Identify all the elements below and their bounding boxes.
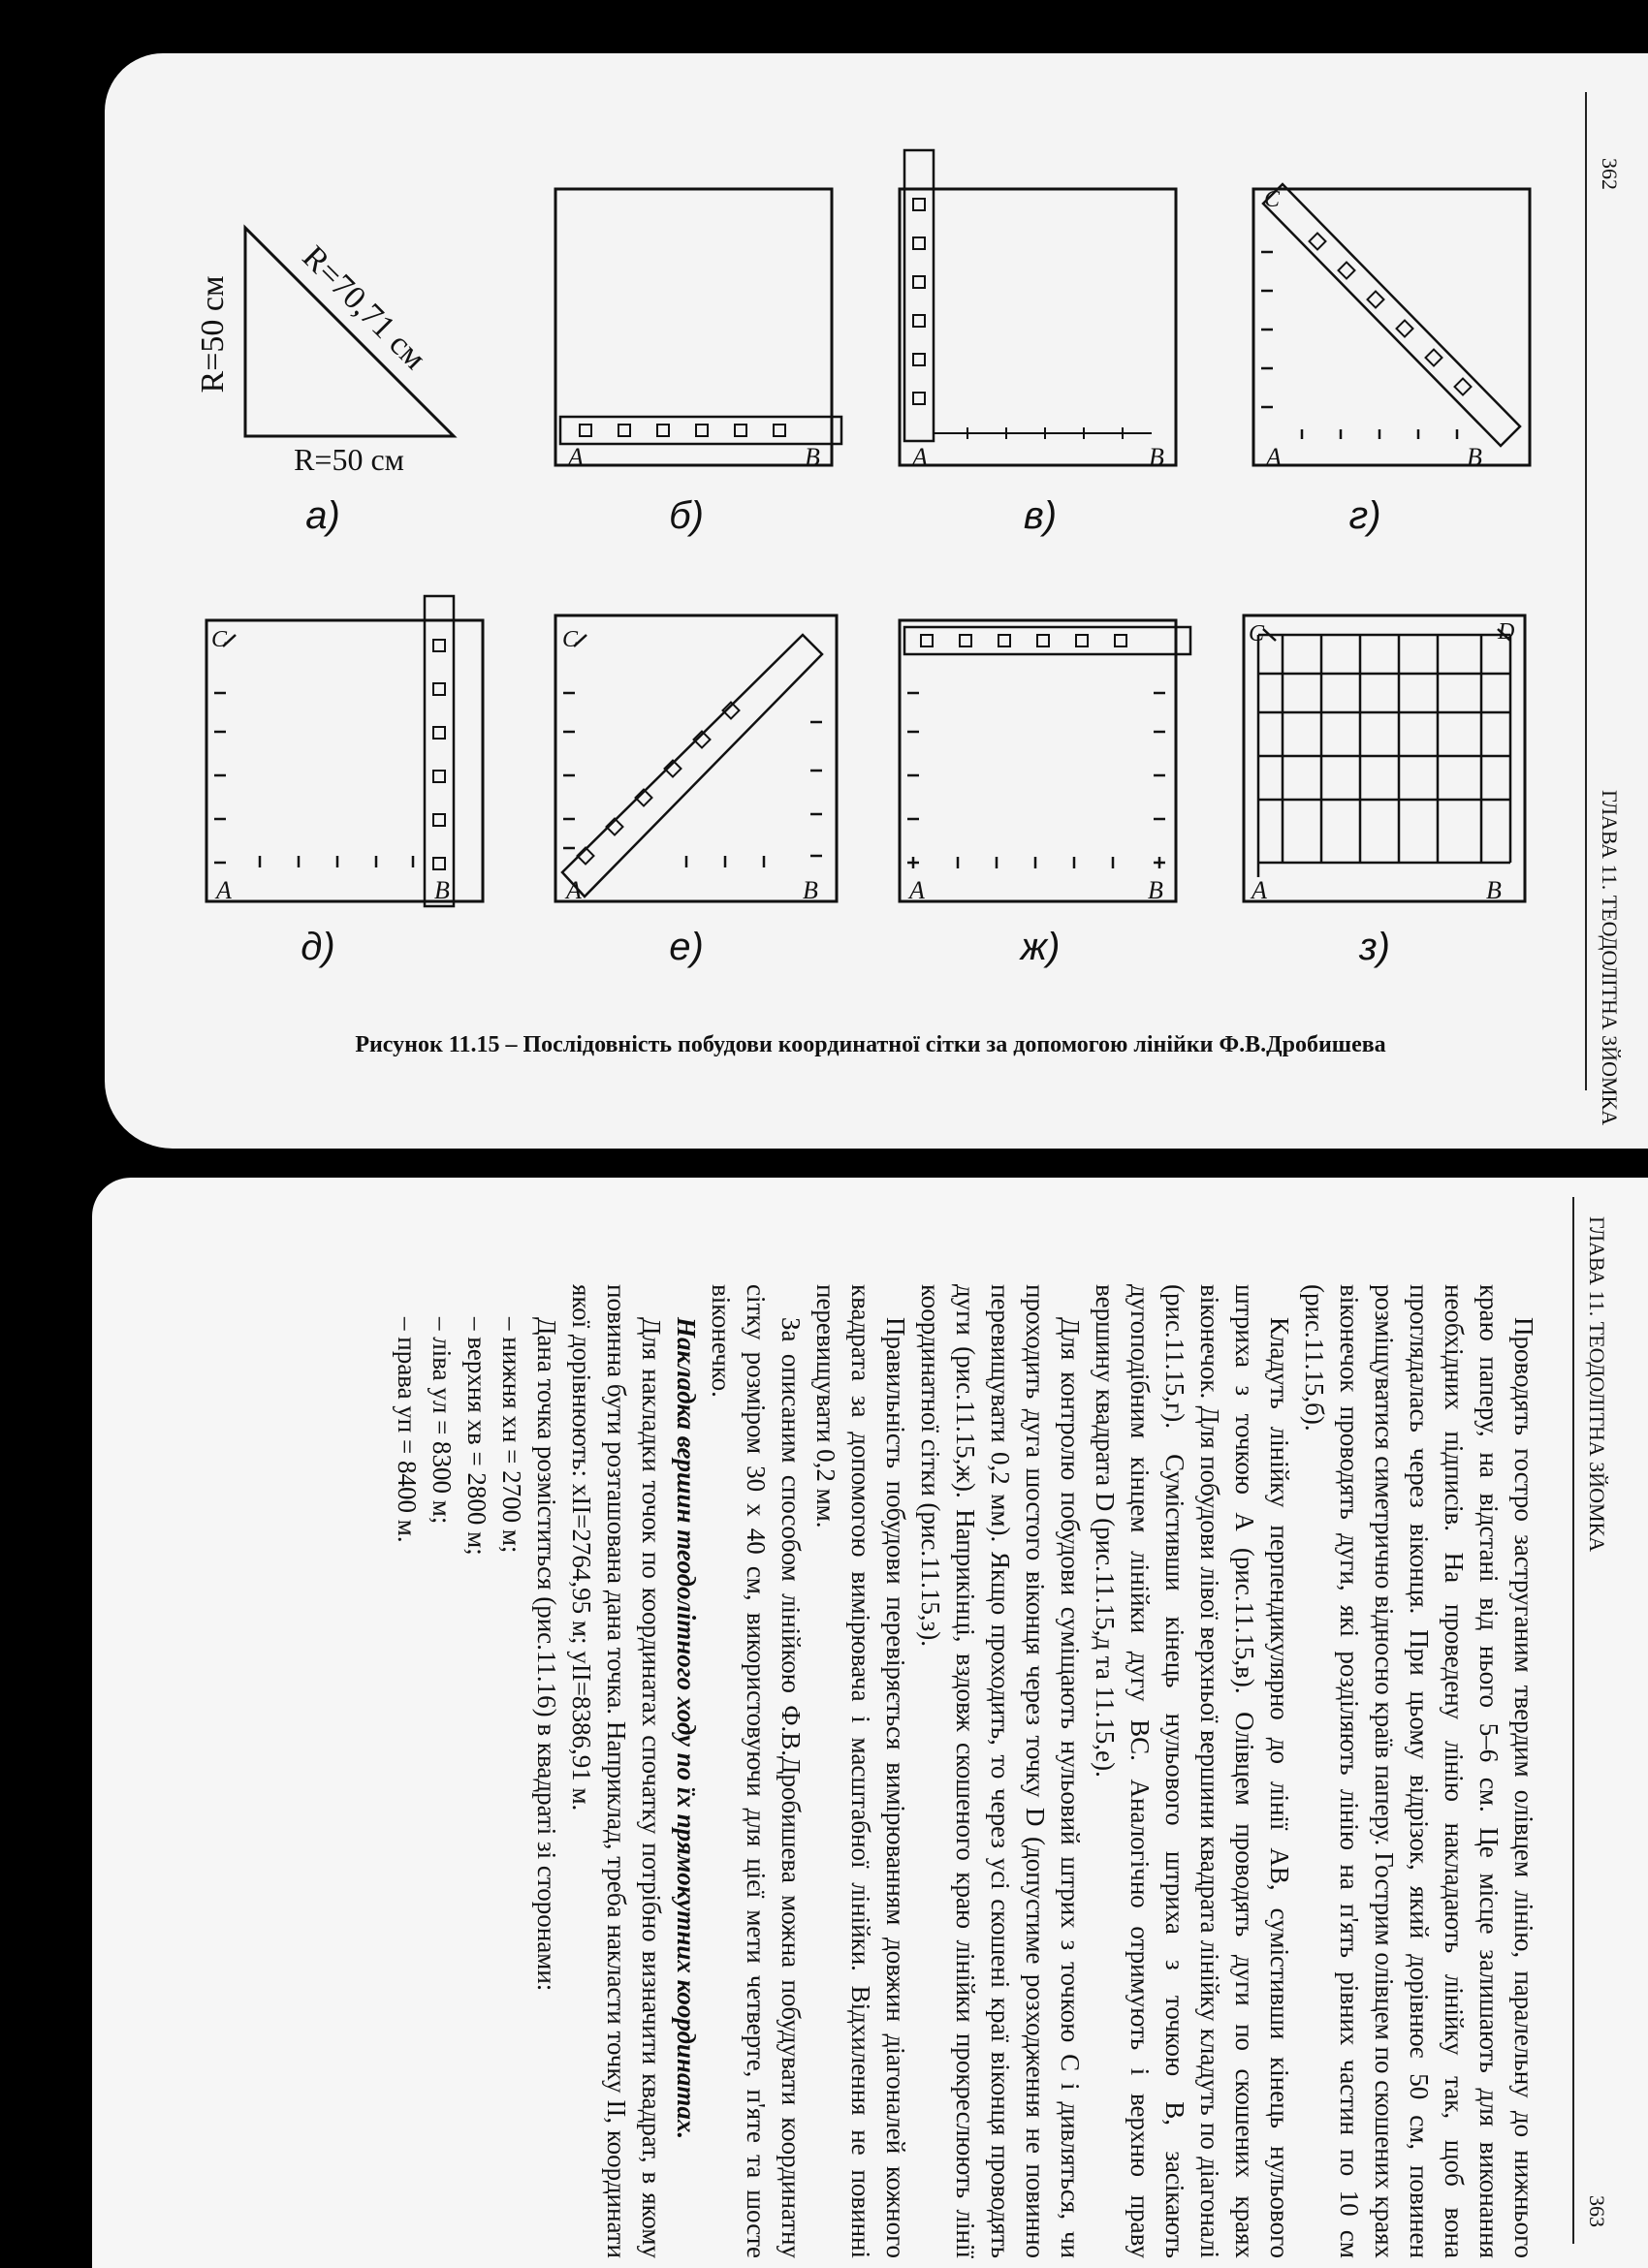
running-header: ГЛАВА 11. ТЕОДОЛІТНА ЗЙОМКА bbox=[1585, 1216, 1609, 1553]
paragraph: Проводять гостро заструганим твердим олівцем лінію, паралельну до нижнього краю паперу, на відстані від нього 5–6 см. Це місце залишають для виконання необхідних підписів. На проведену лінію накладають лінійку так, щоб вона проглядалась через віконця. При цьому відрізок, який дорівнює 50 см, повинен розміщуватися симетрично відносно країв паперу. Гострим олівцем по скошених краях віконечок проводять дуги, які розділяють лінію на п'ять рівних частин по 10 см (рис.11.15,б). bbox=[1300, 1284, 1538, 2258]
paragraph: Для накладки точок по координатах спочатку потрібно визначити квадрат, в якому повинна бути розташована дана точка. Наприклад, треба накласти точку II, координати якої дорівнюють: xII=2764,95 м; yII=8386,91 м. bbox=[567, 1284, 666, 2258]
list-item: – ліва yл = 8300 м; bbox=[428, 1317, 457, 1525]
paragraph: Правильність побудови перевіряється вимірюванням довжин діагоналей кожного квадрата за допомогою вимірювача і масштабної лінійки. Відхилення не повинні перевищувати 0,2 мм. bbox=[811, 1284, 910, 2258]
page-number: 363 bbox=[1585, 2195, 1609, 2227]
subfigure-label-a: а) bbox=[305, 494, 340, 537]
triangle-hypotenuse-label: R=70,71 см bbox=[295, 238, 433, 377]
point-b-label: B bbox=[434, 876, 450, 904]
subfigure-label-g: г) bbox=[1348, 494, 1381, 537]
point-a-label: A bbox=[216, 876, 232, 904]
subfigure-label-zh: ж) bbox=[1020, 926, 1061, 968]
triangle-leg-horizontal-label: R=50 см bbox=[294, 442, 404, 477]
figure-caption: Рисунок 11.15 – Послідовність побудови координатної сітки за допомогою лінійки Ф.В.Дробишева bbox=[355, 1032, 1386, 1057]
subfigure-b bbox=[555, 189, 841, 537]
subfigure-zh bbox=[900, 620, 1190, 968]
list-item: – верхня xв = 2800 м; bbox=[462, 1317, 491, 1556]
point-d-label: D bbox=[1498, 619, 1515, 645]
point-b-label: B bbox=[803, 876, 818, 904]
point-b-label: B bbox=[1467, 443, 1482, 471]
point-b-label: B bbox=[1148, 876, 1163, 904]
point-a-label: A bbox=[568, 443, 584, 471]
subfigure-label-v: в) bbox=[1023, 494, 1058, 537]
list-item: – нижня xн = 2700 м; bbox=[497, 1317, 526, 1554]
section-heading: Накладка вершин теодолітного ходу по їх прямокутних координатах. bbox=[672, 1317, 701, 2140]
point-a-label: A bbox=[912, 443, 928, 471]
subfigure-z-grid bbox=[1244, 615, 1525, 968]
point-a-label: A bbox=[909, 876, 925, 904]
point-b-label: B bbox=[1149, 443, 1164, 471]
point-a-label: A bbox=[1266, 443, 1282, 471]
top-page bbox=[105, 53, 1648, 1149]
body-text bbox=[393, 1284, 1541, 2258]
subfigure-a-triangle bbox=[195, 228, 454, 537]
subfigure-label-d: д) bbox=[301, 926, 335, 968]
triangle-leg-vertical-label: R=50 см bbox=[195, 275, 231, 394]
point-c-label: C bbox=[211, 627, 228, 652]
paragraph: Кладуть лінійку перпендикулярно до лінії AB, сумістивши кінець нульового штриха з точкою A (рис.11.15,в). Олівцем проводять дуги по скошених краях віконечок. Для побудови лівої верхньої вершини квадрата лінійку кладуть по діагоналі (рис.11.15,г). Сумістивши кінець нульового штриха з точкою B, засікають дугоподібним кінцем лінійки дугу BC. Аналогічно отримують і верхню праву вершину квадрата D (рис.11.15,д та 11.15,е). bbox=[1091, 1284, 1294, 2258]
point-a-label: A bbox=[566, 876, 582, 904]
subfigure-d bbox=[206, 596, 483, 968]
list-item: – права yп = 8400 м. bbox=[393, 1317, 422, 1543]
point-b-label: B bbox=[1486, 876, 1502, 904]
point-c-label: C bbox=[1264, 187, 1281, 212]
figure-11-15 bbox=[105, 53, 1648, 1149]
point-c-label: C bbox=[562, 627, 579, 652]
subfigure-label-z: з) bbox=[1359, 926, 1390, 968]
running-header: ГЛАВА 11. ТЕОДОЛІТНА ЗЙОМКА bbox=[1598, 790, 1622, 1126]
subfigure-e bbox=[555, 615, 837, 968]
page-number: 362 bbox=[1598, 158, 1622, 190]
side-list bbox=[390, 1284, 529, 2258]
paragraph: За описаним способом лінійкою Ф.В.Дробишева можна побудувати координатну сітку розміром 30 х 40 см, використовуючи для цієї мети четверте, п'яте та шосте віконечко. bbox=[707, 1284, 806, 2258]
subfigure-label-b: б) bbox=[669, 494, 704, 537]
point-b-label: B bbox=[805, 443, 820, 471]
header-rule bbox=[1572, 1197, 1574, 2244]
subfigure-label-e: е) bbox=[669, 926, 704, 968]
subfigure-g bbox=[1253, 184, 1530, 537]
subfigure-v bbox=[900, 150, 1176, 537]
paragraph: Для контролю побудови суміщають нульовий штрих з точкою C і дивляться, чи проходить дуга шостого віконця через точку D (допустиме розходження не повинно перевищувати 0,2 мм). Якщо проходить, то через усі скошені краї віконця проводять дуги (рис.11.15,ж). Наприкінці, вздовж скошеного краю лінійки прокреслюють лінії координатної сітки (рис.11.15,з). bbox=[916, 1284, 1085, 2258]
point-a-label: A bbox=[1252, 876, 1267, 904]
point-c-label: C bbox=[1249, 621, 1265, 646]
paragraph: Дана точка розміститься (рис.11.16) в квадраті зі сторонами: bbox=[532, 1317, 561, 1992]
